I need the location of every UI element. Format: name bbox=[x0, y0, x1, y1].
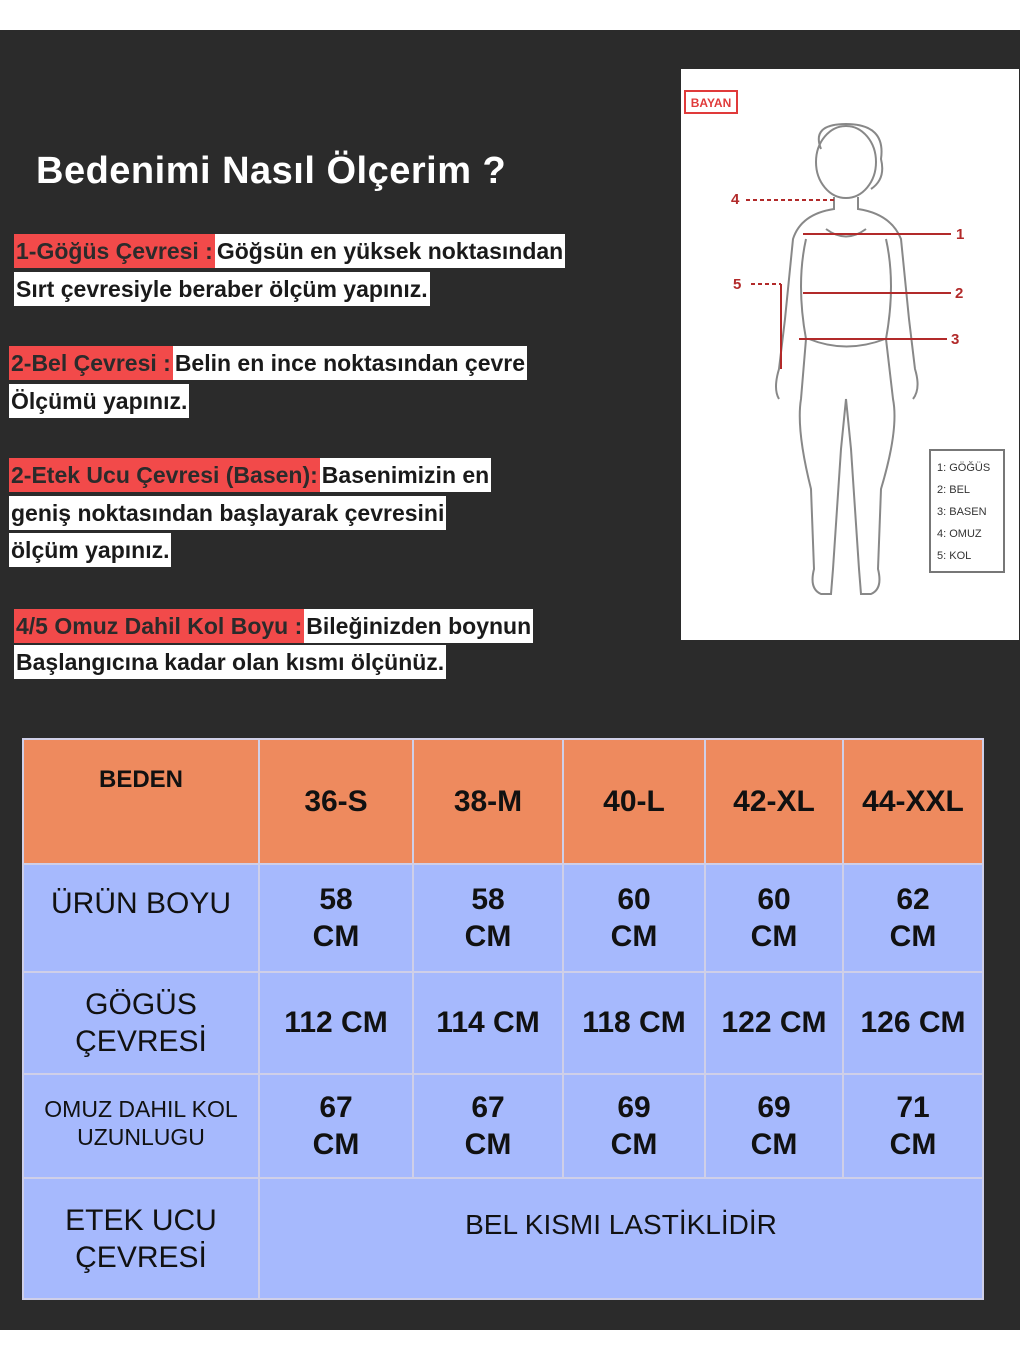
cell-value: 69 bbox=[757, 1091, 791, 1124]
size-table bbox=[22, 738, 984, 1300]
instruction-1-line-1 bbox=[14, 234, 565, 268]
row-label-text: ÇEVRESİ bbox=[75, 1240, 207, 1274]
cell-value: 62 bbox=[896, 883, 930, 916]
legend-item-4: 4: OMUZ bbox=[937, 528, 982, 540]
instruction-1-label: 1-Göğüs Çevresi : bbox=[14, 234, 215, 268]
table-cell: 126 CM bbox=[843, 972, 983, 1074]
size-header-row bbox=[23, 739, 983, 864]
cell-value: 67 bbox=[471, 1091, 505, 1124]
instruction-1-text-cont: Sırt çevresiyle beraber ölçüm yapınız. bbox=[14, 272, 430, 306]
merged-note-cell bbox=[259, 1178, 983, 1299]
elastic-waist-note: BEL KISMI LASTİKLİDİR bbox=[465, 1209, 777, 1240]
instruction-3-text-cont-2: ölçüm yapınız. bbox=[9, 533, 171, 567]
row-label-text: UZUNLUGU bbox=[77, 1124, 205, 1150]
table-cell bbox=[413, 864, 563, 972]
table-row bbox=[23, 1074, 983, 1178]
table-cell: 114 CM bbox=[413, 972, 563, 1074]
row-label-hem bbox=[23, 1178, 259, 1299]
table-cell bbox=[705, 864, 843, 972]
marker-3: 3 bbox=[951, 331, 960, 348]
body-silhouette bbox=[776, 124, 918, 594]
cell-value: 71 bbox=[896, 1091, 930, 1124]
table-cell bbox=[705, 1074, 843, 1178]
row-label-chest bbox=[23, 972, 259, 1074]
measure-lines bbox=[746, 200, 951, 369]
cell-value: 58 bbox=[471, 883, 505, 916]
legend-item-2: 2: BEL bbox=[937, 484, 971, 496]
cell-unit: CM bbox=[312, 1128, 360, 1161]
page-title: Bedenimi Nasıl Ölçerim ? bbox=[36, 150, 507, 192]
size-col-header: 36-S bbox=[259, 739, 413, 864]
cell-value: 67 bbox=[319, 1091, 353, 1124]
instruction-1-text: Göğsün en yüksek noktasından bbox=[215, 234, 565, 268]
cell-value: 60 bbox=[757, 883, 791, 916]
table-cell: 122 CM bbox=[705, 972, 843, 1074]
table-cell bbox=[413, 1074, 563, 1178]
table-row bbox=[23, 1178, 983, 1299]
instruction-4-line-1 bbox=[14, 609, 533, 643]
cell-value: 60 bbox=[617, 883, 651, 916]
instruction-2-text-cont: Ölçümü yapınız. bbox=[9, 384, 189, 418]
instruction-4-text-cont: Başlangıcına kadar olan kısmı ölçünüz. bbox=[14, 645, 446, 679]
cell-value: 69 bbox=[617, 1091, 651, 1124]
size-col-header: 44-XXL bbox=[843, 739, 983, 864]
row-label-text: ÇEVRESİ bbox=[75, 1025, 207, 1058]
header-label: BEDEN bbox=[23, 739, 259, 864]
size-col-header: 40-L bbox=[563, 739, 705, 864]
legend-item-1: 1: GÖĞÜS bbox=[937, 462, 991, 474]
instruction-2-text: Belin en ince noktasından çevre bbox=[173, 346, 527, 380]
cell-unit: CM bbox=[750, 1128, 798, 1161]
cell-unit: CM bbox=[889, 1128, 937, 1161]
size-col-header: 38-M bbox=[413, 739, 563, 864]
instruction-2-line-1 bbox=[9, 346, 527, 380]
table-cell: 112 CM bbox=[259, 972, 413, 1074]
cell-unit: CM bbox=[312, 920, 360, 953]
table-cell bbox=[563, 864, 705, 972]
legend-item-3: 3: BASEN bbox=[937, 506, 987, 518]
instruction-2-label: 2-Bel Çevresi : bbox=[9, 346, 173, 380]
instruction-4-label: 4/5 Omuz Dahil Kol Boyu : bbox=[14, 609, 304, 643]
instruction-3-line-2 bbox=[9, 496, 446, 530]
instruction-3-text: Basenimizin en bbox=[320, 458, 491, 492]
instruction-3-line-3 bbox=[9, 533, 171, 567]
instruction-1-line-2 bbox=[14, 272, 430, 306]
table-cell: 118 CM bbox=[563, 972, 705, 1074]
row-label-text: ETEK UCU bbox=[65, 1203, 217, 1237]
table-cell bbox=[259, 864, 413, 972]
body-outline-illustration bbox=[681, 69, 1019, 640]
cell-unit: CM bbox=[750, 920, 798, 953]
row-label-text: ÜRÜN BOYU bbox=[50, 887, 231, 920]
table-cell bbox=[843, 1074, 983, 1178]
marker-1: 1 bbox=[956, 226, 965, 243]
marker-4: 4 bbox=[731, 191, 740, 208]
marker-5: 5 bbox=[733, 276, 742, 293]
cell-unit: CM bbox=[464, 1128, 512, 1161]
row-label-product-length bbox=[23, 864, 259, 972]
row-label-sleeve-length bbox=[23, 1074, 259, 1178]
marker-2: 2 bbox=[955, 285, 964, 302]
measurement-figure bbox=[681, 69, 1019, 640]
instruction-4-line-2 bbox=[14, 645, 446, 679]
row-label-text: OMUZ DAHIL KOL bbox=[44, 1096, 238, 1122]
cell-value: 58 bbox=[319, 883, 353, 916]
instruction-3-text-cont: geniş noktasından başlayarak çevresini bbox=[9, 496, 446, 530]
instruction-3-label: 2-Etek Ucu Çevresi (Basen): bbox=[9, 458, 320, 492]
cell-unit: CM bbox=[610, 920, 658, 953]
instruction-3-line-1 bbox=[9, 458, 491, 492]
figure-badge: BAYAN bbox=[690, 96, 732, 110]
table-cell bbox=[259, 1074, 413, 1178]
instruction-2-line-2 bbox=[9, 384, 189, 418]
size-col-header: 42-XL bbox=[705, 739, 843, 864]
table-cell bbox=[843, 864, 983, 972]
cell-unit: CM bbox=[889, 920, 937, 953]
table-row bbox=[23, 972, 983, 1074]
row-label-text: GÖGÜS bbox=[85, 988, 197, 1021]
cell-unit: CM bbox=[464, 920, 512, 953]
instruction-4-text: Bileğinizden boynun bbox=[304, 609, 533, 643]
legend-item-5: 5: KOL bbox=[937, 550, 972, 562]
table-cell bbox=[563, 1074, 705, 1178]
cell-unit: CM bbox=[610, 1128, 658, 1161]
table-row bbox=[23, 864, 983, 972]
